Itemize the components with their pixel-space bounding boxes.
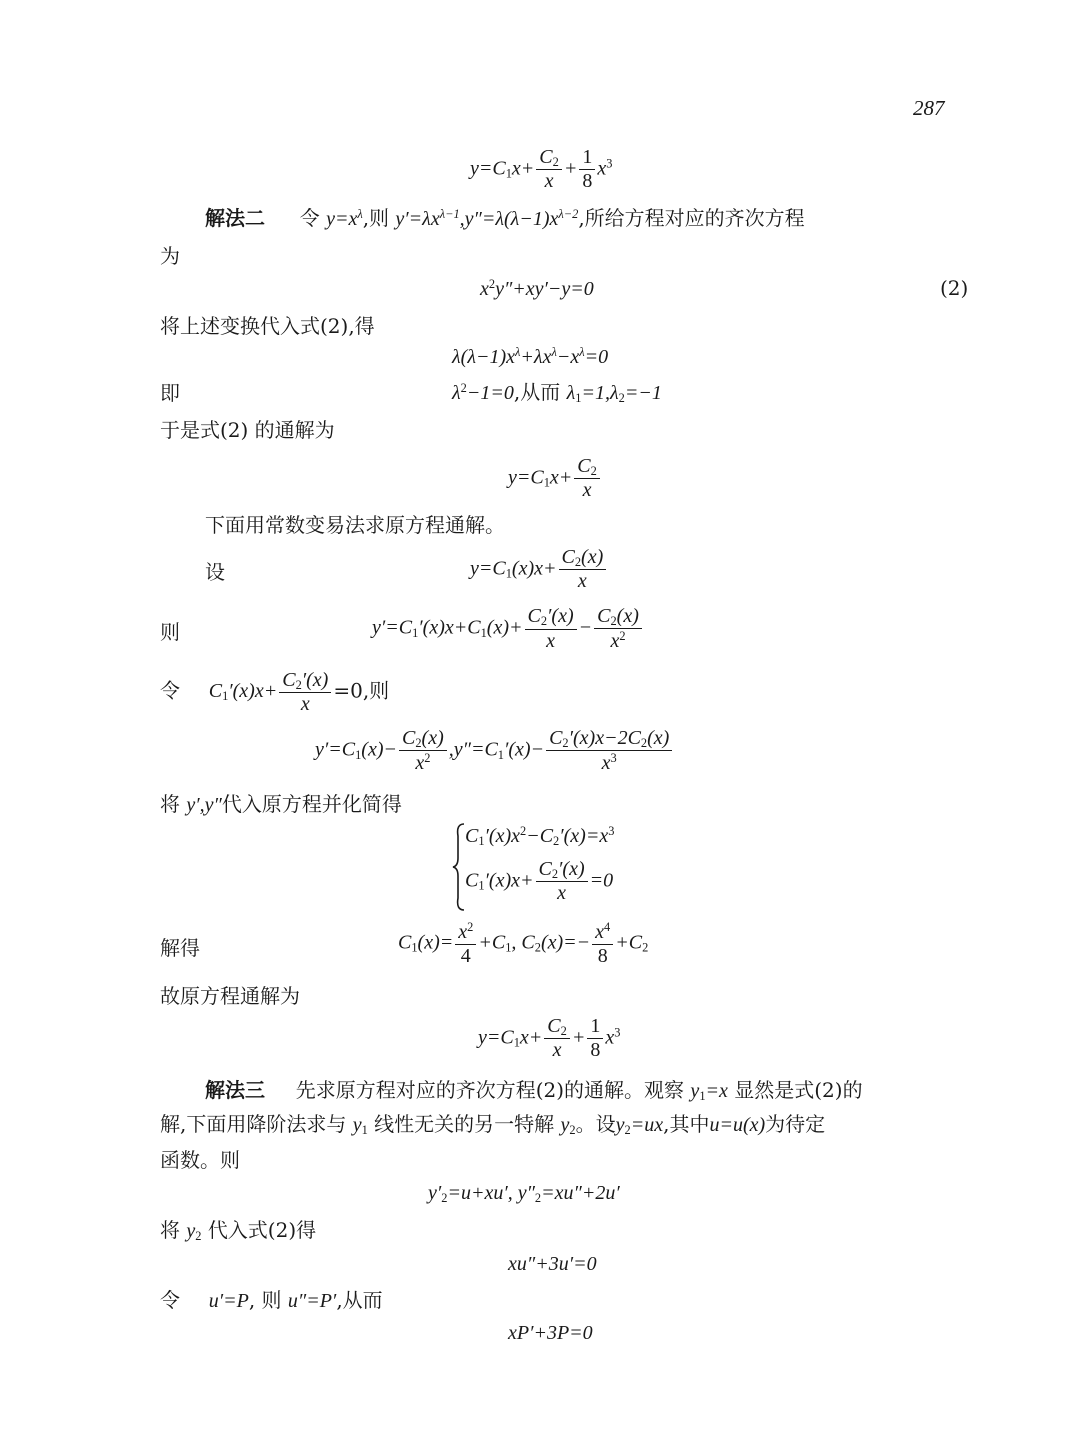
ling-label: 令 (160, 678, 180, 703)
solve-label: 解得 (160, 936, 200, 960)
equation-reduced-order: xu″+3u′=0 (508, 1253, 597, 1275)
method2-wrap: 为 (160, 244, 180, 268)
ling-tail: =0,则 (333, 678, 390, 703)
method3-line2-b: 线性无关的另一特解 (374, 1112, 555, 1136)
equation-first-order-P: xP′+3P=0 (508, 1322, 593, 1344)
ji-label: 即 (160, 381, 180, 405)
general-solution-final: 故原方程通解为 (160, 984, 300, 1008)
equation-solved-coefficients: $C_1(x)=$ $\frac{x^2}{4}$ $+C_1$, $C_2(x)=-$ $\frac{x^4}{8}$ $+C_2$ (398, 920, 649, 967)
ling-condition: 令 $C_1'(x)x+$ $\frac{C_2'(x)}{x}$ =0,则 (160, 669, 390, 716)
substitute-y2-tail: 代入式(2)得 (207, 1218, 317, 1242)
method2-ze: ,则 (362, 206, 390, 230)
method3-title: 解法三 (205, 1078, 265, 1102)
page-number: 287 (913, 96, 945, 120)
substitute-y-prime-tail: 代入原方程并化简得 (221, 792, 402, 816)
method2-line: 解法二 令 $y=x^\lambda$,则 $y'=\lambda x^{\lambda-1},y''=\lambda(\lambda-1)x^{\lambda-2}$,所给方程对应的齐次方程 (205, 206, 805, 230)
substitute-y-prime: 将 y′,y″代入原方程并化简得 (160, 792, 402, 816)
method2-tail: ,所给方程对应的齐次方程 (578, 206, 805, 230)
she-label: 设 (205, 560, 225, 584)
method3-line1: 解法三 先求原方程对应的齐次方程(2)的通解。观察 $y_1=x$ 显然是式(2)的 (205, 1078, 863, 1104)
system-equation-1: $C_1'(x)x^2-C_2'(x)=x^3$ (465, 824, 615, 848)
equation-y-prime: $y'=C_1'(x)x+C_1(x)+$ $\frac{C_2'(x)}{x}$ − $\frac{C_2(x)}{x^2}$ (372, 605, 644, 653)
method3-line2: 解,下面用降阶法求与 $y_1$ 线性无关的另一特解 $y_2$。设$y_2=ux$,其中u=u(x)为待定 (160, 1112, 826, 1138)
method2-ling: 令 (299, 206, 320, 230)
method3-line3: 函数。则 (160, 1148, 240, 1172)
congerr: ,从而 (513, 380, 561, 404)
ze-label: 则 (160, 620, 180, 644)
substitute-y2: 将 $y_2$ 代入式(2)得 (160, 1218, 317, 1244)
method3-line1-tail: 显然是式(2)的 (734, 1078, 863, 1102)
ling2-line: 令 u′=P, 则 u″=P′,从而 (160, 1288, 383, 1312)
equation-homogeneous: $x^2y''+xy'-y=0$ (480, 277, 594, 300)
equation-characteristic-sub: $\lambda(\lambda-1)x^\lambda+\lambda x^\lambda-x^\lambda=0$ (452, 345, 609, 368)
method3-line1-text: 先求原方程对应的齐次方程(2)的通解。观察 (295, 1078, 685, 1102)
ling2-mid: , 则 (248, 1288, 282, 1312)
substitute-into-2: 将上述变换代入式(2),得 (160, 314, 375, 338)
equation-derivatives: $y'=C_1(x)-$ $\frac{C_2(x)}{x^2}$ $,y''=C_1'(x)-$ $\frac{C_2'(x)x-2C_2(x)}{x^3}$ (315, 727, 674, 775)
method3-line2-d: ,其中 (663, 1112, 710, 1136)
method2-title: 解法二 (205, 206, 265, 230)
method3-line2-e: 为待定 (765, 1112, 826, 1136)
equation-general-solution-top: $y=C_1x+$ $\frac{C_2}{x}$ + $\frac{1}{8}$ $x^3$ (470, 146, 613, 193)
method3-line2-c: 。设 (575, 1112, 616, 1136)
substitute-y2-head: 将 (160, 1218, 180, 1242)
equation-variation-assume: $y=C_1(x)x+$ $\frac{C_2(x)}{x}$ (470, 546, 608, 593)
system-brace (452, 822, 466, 912)
method3-line2-a: 解,下面用降阶法求与 (160, 1112, 347, 1136)
equation-characteristic: $\lambda^2-1=0$,从而 $\lambda_1=1,\lambda_2=-1$ (452, 380, 662, 406)
equation-label-2: (2) (940, 276, 969, 300)
equation-y2-derivatives: $y'_2=u+xu'$, $y''_2=xu''+2u'$ (428, 1182, 620, 1206)
variation-intro: 下面用常数变易法求原方程通解。 (205, 513, 505, 537)
substitute-y-prime-head: 将 (160, 792, 180, 816)
equation-general-solution-bottom: $y=C_1x+$ $\frac{C_2}{x}$ + $\frac{1}{8}$ $x^3$ (478, 1015, 621, 1062)
equation-homogeneous-solution: $y=C_1x+$ $\frac{C_2}{x}$ (508, 455, 602, 502)
system-equation-2: $C_1'(x)x+$ $\frac{C_2'(x)}{x}$ =0 (465, 858, 614, 905)
ling2-tail: ,从而 (336, 1288, 383, 1312)
ling2-label: 令 (160, 1288, 180, 1312)
general-solution-of-2: 于是式(2) 的通解为 (160, 418, 335, 442)
